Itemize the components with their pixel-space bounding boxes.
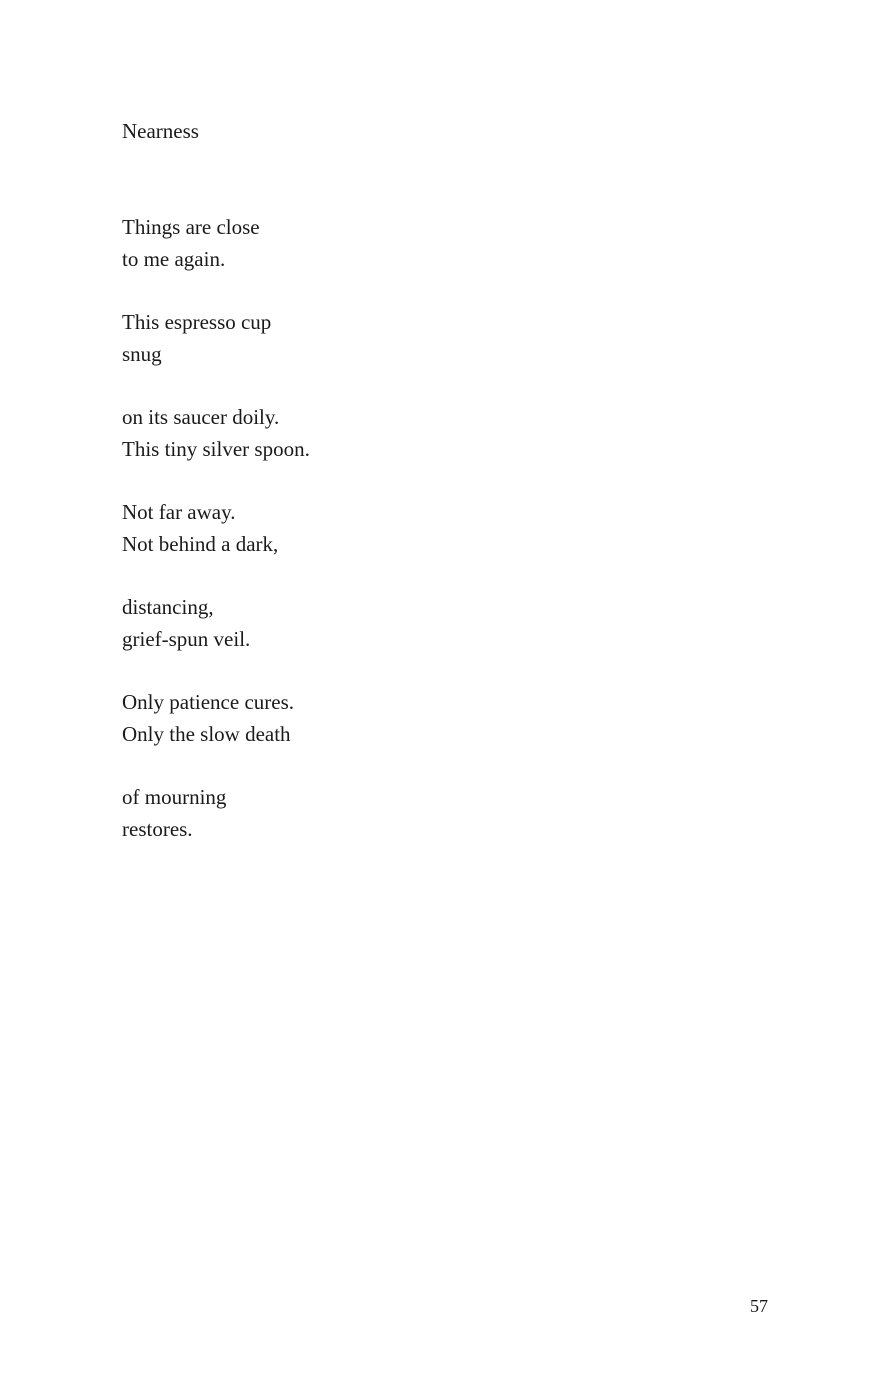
stanza [122, 496, 310, 560]
poem-line: grief-spun veil. [122, 627, 251, 651]
page-number: 57 [750, 1296, 768, 1316]
stanza [122, 306, 310, 370]
poem-line: Only the slow death [122, 722, 291, 746]
poem-line: Only patience cures. [122, 690, 295, 714]
poem-line: Not far away. [122, 500, 236, 524]
poem-line: distancing, [122, 595, 214, 619]
poem-line: snug [122, 342, 162, 366]
poem-line: to me again. [122, 247, 226, 271]
stanza [122, 401, 310, 465]
poem-line: This espresso cup [122, 310, 272, 334]
poem-line: restores. [122, 817, 193, 841]
stanza [122, 781, 310, 845]
poem-line: This tiny silver spoon. [122, 437, 310, 461]
stanza [122, 686, 310, 750]
poem-line: on its saucer doily. [122, 405, 280, 429]
poem-line: Things are close [122, 215, 260, 239]
stanza [122, 591, 310, 655]
poem-line: Not behind a dark, [122, 532, 279, 556]
poem-line: of mourning [122, 785, 227, 809]
stanza [122, 211, 310, 275]
poem-body [122, 211, 310, 876]
poem-title: Nearness [122, 119, 199, 143]
